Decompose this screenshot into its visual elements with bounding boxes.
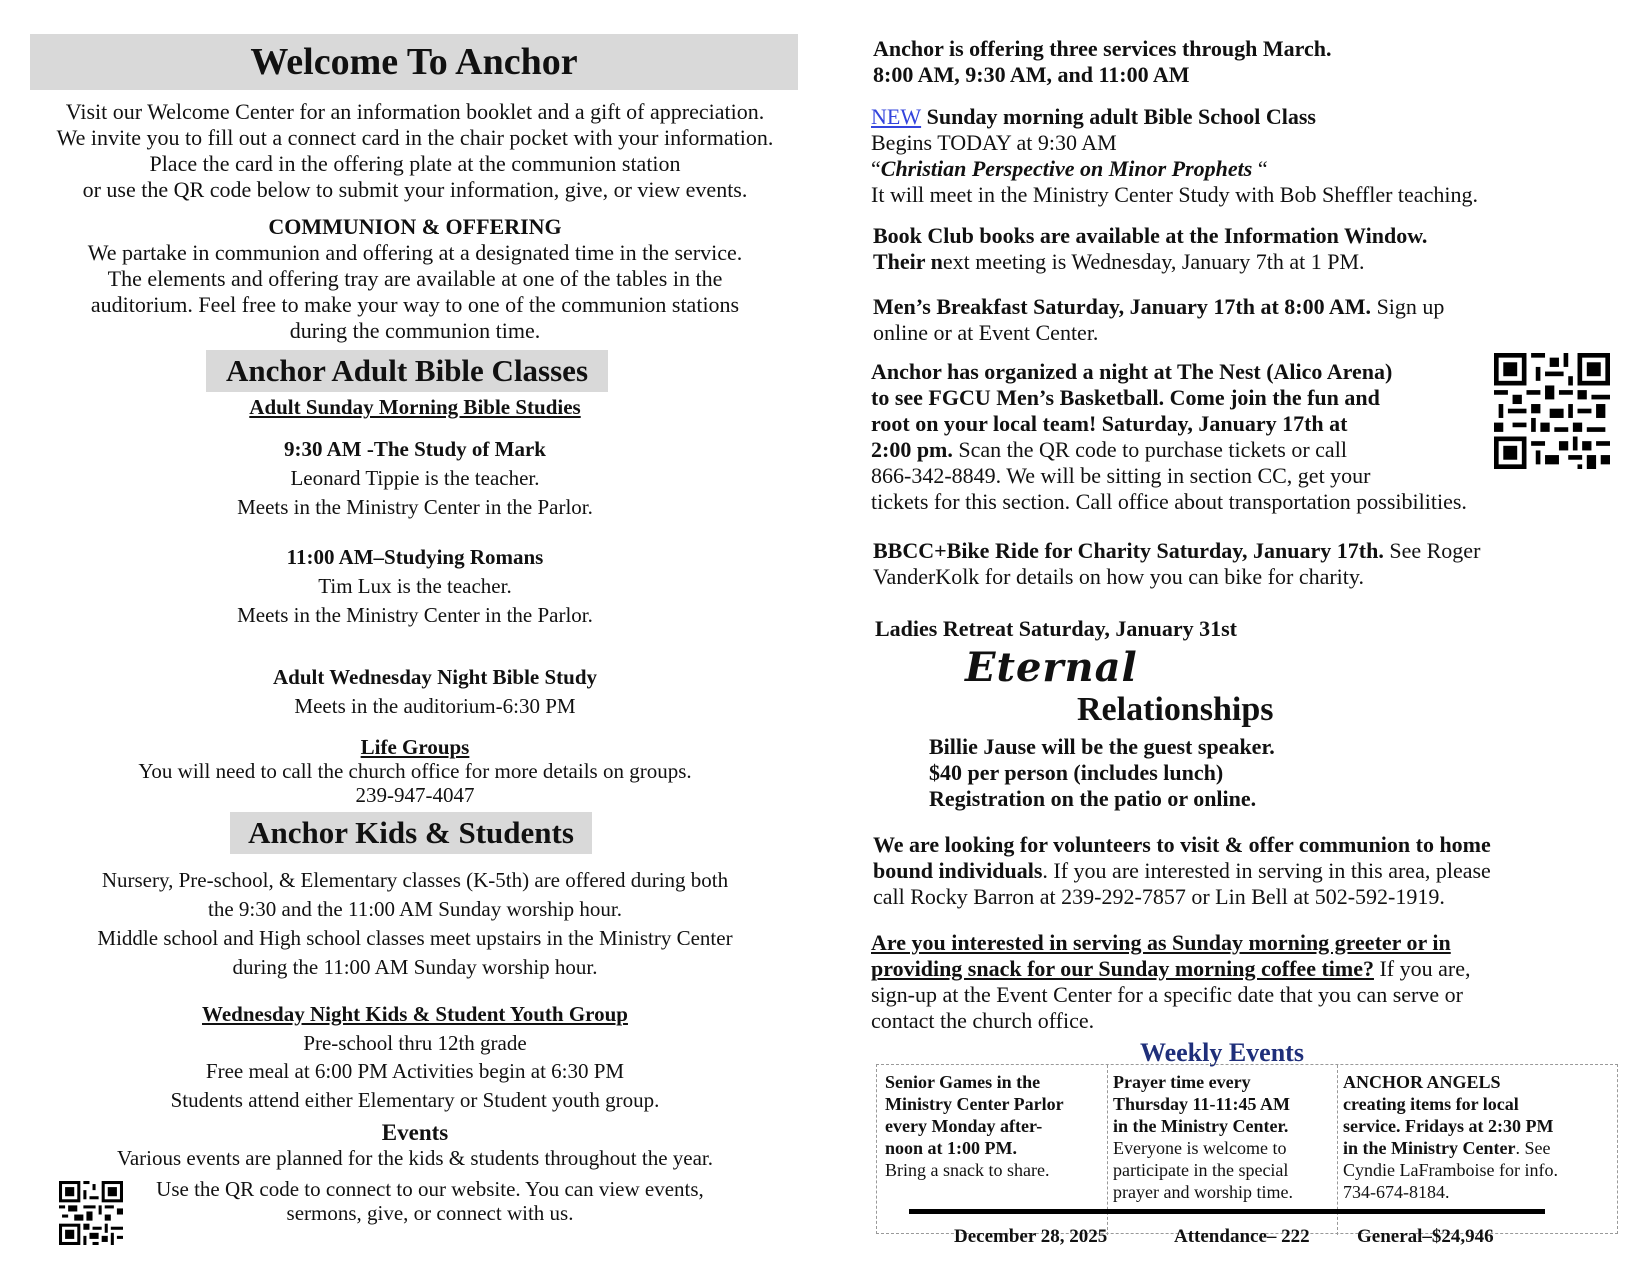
class-2-place: Meets in the Ministry Center in the Parlor. bbox=[237, 603, 593, 627]
weekly-event-prayer bbox=[1113, 1071, 1337, 1203]
mens-title: Men’s Breakfast Saturday, January 17th at 8:00 AM. bbox=[873, 294, 1372, 319]
qr-caption-line: Use the QR code to connect to our website. You can view events, bbox=[156, 1177, 704, 1201]
kids-line: during the 11:00 AM Sunday worship hour. bbox=[232, 955, 598, 979]
class-1-title: 9:30 AM -The Study of Mark bbox=[284, 437, 546, 461]
nest-line: root on your local team! Saturday, January 17th at bbox=[871, 411, 1348, 436]
vol-rest: . If you are interested in serving in this area, please bbox=[1042, 858, 1491, 883]
bike-rest: See Roger bbox=[1383, 538, 1481, 563]
quote-close: “ bbox=[1252, 156, 1268, 181]
bike-line: VanderKolk for details on how you can bike for charity. bbox=[873, 564, 1364, 589]
class-1-teacher: Leonard Tippie is the teacher. bbox=[290, 466, 540, 490]
event-line: Bring a snack to share. bbox=[885, 1160, 1050, 1180]
wednesday-title: Adult Wednesday Night Bible Study bbox=[272, 665, 598, 689]
greeter-line: Are you interested in serving as Sunday morning greeter or in bbox=[871, 930, 1451, 955]
class-meet: It will meet in the Ministry Center Study with Bob Sheffler teaching. bbox=[871, 182, 1478, 207]
vol-bold: bound individuals bbox=[873, 858, 1043, 883]
services-line: Anchor is offering three services through March. bbox=[873, 36, 1332, 61]
kids-line: the 9:30 and the 11:00 AM Sunday worship hour. bbox=[208, 897, 622, 921]
youth-title: Wednesday Night Kids & Student Youth Group bbox=[202, 1002, 628, 1026]
nest-time: 2:00 pm. bbox=[871, 437, 953, 462]
kids-title: Anchor Kids & Students bbox=[248, 815, 574, 850]
footer-date: December 28, 2025 bbox=[954, 1226, 1108, 1247]
youth-line: Pre-school thru 12th grade bbox=[303, 1030, 527, 1055]
weekly-event-anchor-angels bbox=[1343, 1071, 1615, 1203]
event-line: prayer and worship time. bbox=[1113, 1182, 1293, 1202]
mens-line: online or at Event Center. bbox=[873, 320, 1099, 345]
class-title: Sunday morning adult Bible School Class bbox=[921, 104, 1316, 129]
class-2 bbox=[20, 545, 810, 628]
quote-open: “ bbox=[871, 156, 881, 181]
ladies-title: Ladies Retreat Saturday, January 31st bbox=[875, 616, 1237, 641]
ladies-line: $40 per person (includes lunch) bbox=[929, 760, 1224, 785]
events-section bbox=[20, 1120, 810, 1170]
communion-line: during the communion time. bbox=[289, 318, 541, 343]
weekly-events-box bbox=[876, 1064, 1618, 1234]
class-1 bbox=[20, 437, 810, 520]
event-line: participate in the special bbox=[1113, 1160, 1289, 1180]
nest-line: 866-342-8849. We will be sitting in section CC, get your bbox=[871, 463, 1371, 488]
welcome-title: Welcome To Anchor bbox=[250, 41, 578, 83]
footer-attendance: Attendance– 222 bbox=[1174, 1226, 1310, 1247]
communion-heading: COMMUNION & OFFERING bbox=[268, 214, 562, 239]
greeter-line: contact the church office. bbox=[871, 1008, 1095, 1033]
youth-group bbox=[20, 1000, 810, 1114]
welcome-line: Place the card in the offering plate at the communion station bbox=[149, 151, 681, 176]
welcome-line: Visit our Welcome Center for an information booklet and a gift of appreciation. bbox=[65, 99, 765, 124]
nest-line-rest: Scan the QR code to purchase tickets or call bbox=[952, 437, 1347, 462]
youth-line: Students attend either Elementary or Student youth group. bbox=[170, 1087, 660, 1112]
communion-section bbox=[20, 214, 810, 344]
book-line-bold: Their n bbox=[873, 249, 943, 274]
vol-line: call Rocky Barron at 239-292-7857 or Lin Bell at 502-592-1919. bbox=[873, 884, 1445, 909]
greeter bbox=[871, 930, 1646, 1034]
new-link[interactable]: NEW bbox=[871, 104, 922, 129]
event-line: Ministry Center Parlor bbox=[885, 1094, 1064, 1114]
footer-divider bbox=[909, 1209, 1545, 1214]
footer-general: General–$24,946 bbox=[1357, 1226, 1494, 1247]
book-line: Book Club books are available at the Information Window. bbox=[873, 223, 1428, 248]
event-line: in the Ministry Center. bbox=[1113, 1116, 1289, 1136]
life-groups-phone: 239-947-4047 bbox=[355, 783, 475, 807]
ladies-line: Registration on the patio or online. bbox=[929, 786, 1257, 811]
ladies-details bbox=[929, 734, 1629, 812]
nest-line: to see FGCU Men’s Basketball. Come join the fun and bbox=[871, 385, 1380, 410]
welcome-line: or use the QR code below to submit your information, give, or view events. bbox=[82, 177, 748, 202]
book-line-rest: ext meeting is Wednesday, January 7th at 1 PM. bbox=[942, 249, 1365, 274]
greeter-line: sign-up at the Event Center for a specific date that you can serve or bbox=[871, 982, 1463, 1007]
class-1-place: Meets in the Ministry Center in the Parlor. bbox=[237, 495, 593, 519]
event-line: Everyone is welcome to bbox=[1113, 1138, 1287, 1158]
event-line: ANCHOR ANGELS bbox=[1343, 1072, 1501, 1092]
weekly-event-senior-games bbox=[885, 1071, 1105, 1181]
communion-line: We partake in communion and offering at a designated time in the service. bbox=[87, 240, 743, 265]
classes-banner bbox=[206, 350, 608, 392]
wednesday-place: Meets in the auditorium-6:30 PM bbox=[294, 694, 576, 718]
vol-line: We are looking for volunteers to visit & offer communion to home bbox=[873, 832, 1491, 857]
communion-line: auditorium. Feel free to make your way to one of the communion stations bbox=[90, 292, 740, 317]
life-groups-text: You will need to call the church office for more details on groups. bbox=[138, 759, 692, 783]
qr-caption bbox=[130, 1177, 730, 1225]
class-2-teacher: Tim Lux is the teacher. bbox=[318, 574, 512, 598]
volunteers bbox=[873, 832, 1643, 910]
class-begins: Begins TODAY at 9:30 AM bbox=[871, 130, 1117, 155]
kids-line: Middle school and High school classes meet upstairs in the Ministry Center bbox=[97, 926, 733, 950]
services-line: 8:00 AM, 9:30 AM, and 11:00 AM bbox=[873, 62, 1190, 87]
event-line: Prayer time every bbox=[1113, 1072, 1251, 1092]
communion-line: The elements and offering tray are available at one of the tables in the bbox=[107, 266, 723, 291]
events-title: Events bbox=[381, 1120, 449, 1145]
qr-code-icon[interactable] bbox=[59, 1181, 123, 1245]
eternal-script: Eternal bbox=[965, 644, 1138, 691]
kids-banner bbox=[230, 812, 592, 854]
nest-line: tickets for this section. Call office about transportation possibilities. bbox=[871, 489, 1467, 514]
qr-code-icon[interactable] bbox=[1494, 353, 1610, 469]
classes-subtitle: Adult Sunday Morning Bible Studies bbox=[249, 395, 581, 419]
life-groups bbox=[20, 735, 810, 807]
kids-text bbox=[20, 866, 810, 982]
event-line: . See bbox=[1515, 1138, 1551, 1158]
relationships-title: Relationships bbox=[1077, 691, 1274, 728]
bike-title: BBCC+Bike Ride for Charity Saturday, January 17th. bbox=[873, 538, 1384, 563]
nest-line: Anchor has organized a night at The Nest (Alico Arena) bbox=[871, 359, 1393, 384]
event-line: 734-674-8184. bbox=[1343, 1182, 1450, 1202]
wednesday-study bbox=[40, 665, 830, 719]
bible-school-class bbox=[871, 104, 1641, 208]
event-line: every Monday after- bbox=[885, 1116, 1043, 1136]
mens-rest: Sign up bbox=[1371, 294, 1445, 319]
mens-breakfast bbox=[873, 294, 1633, 346]
kids-line: Nursery, Pre-school, & Elementary classes (K-5th) are offered during both bbox=[101, 868, 729, 892]
ladies-line: Billie Jause will be the guest speaker. bbox=[929, 734, 1275, 759]
services-announcement bbox=[873, 36, 1633, 88]
class-name: Christian Perspective on Minor Prophets bbox=[880, 156, 1253, 181]
event-line: Thursday 11-11:45 AM bbox=[1113, 1094, 1291, 1114]
greeter-rest: If you are, bbox=[1373, 956, 1471, 981]
greeter-bold: providing snack for our Sunday morning coffee time? bbox=[871, 956, 1374, 981]
youth-line: Free meal at 6:00 PM Activities begin at 6:30 PM bbox=[205, 1059, 625, 1083]
book-club bbox=[873, 223, 1633, 275]
class-2-title: 11:00 AM–Studying Romans bbox=[286, 545, 544, 569]
qr-caption-line: sermons, give, or connect with us. bbox=[286, 1201, 574, 1225]
welcome-text bbox=[20, 99, 810, 203]
event-line: Cyndie LaFramboise for info. bbox=[1343, 1160, 1558, 1180]
event-line: creating items for local bbox=[1343, 1094, 1519, 1114]
welcome-banner bbox=[30, 34, 798, 90]
life-groups-title: Life Groups bbox=[360, 735, 470, 759]
classes-title: Anchor Adult Bible Classes bbox=[225, 353, 589, 388]
event-line: in the Ministry Center bbox=[1343, 1138, 1516, 1158]
bike-ride bbox=[873, 538, 1643, 590]
event-line: Senior Games in the bbox=[885, 1072, 1041, 1092]
event-line: noon at 1:00 PM. bbox=[885, 1138, 1017, 1158]
weekly-events-title: Weekly Events bbox=[1140, 1038, 1304, 1067]
welcome-line: We invite you to fill out a connect card in the chair pocket with your information. bbox=[56, 125, 774, 150]
event-line: service. Fridays at 2:30 PM bbox=[1343, 1116, 1554, 1136]
events-text: Various events are planned for the kids & students throughout the year. bbox=[116, 1146, 714, 1170]
